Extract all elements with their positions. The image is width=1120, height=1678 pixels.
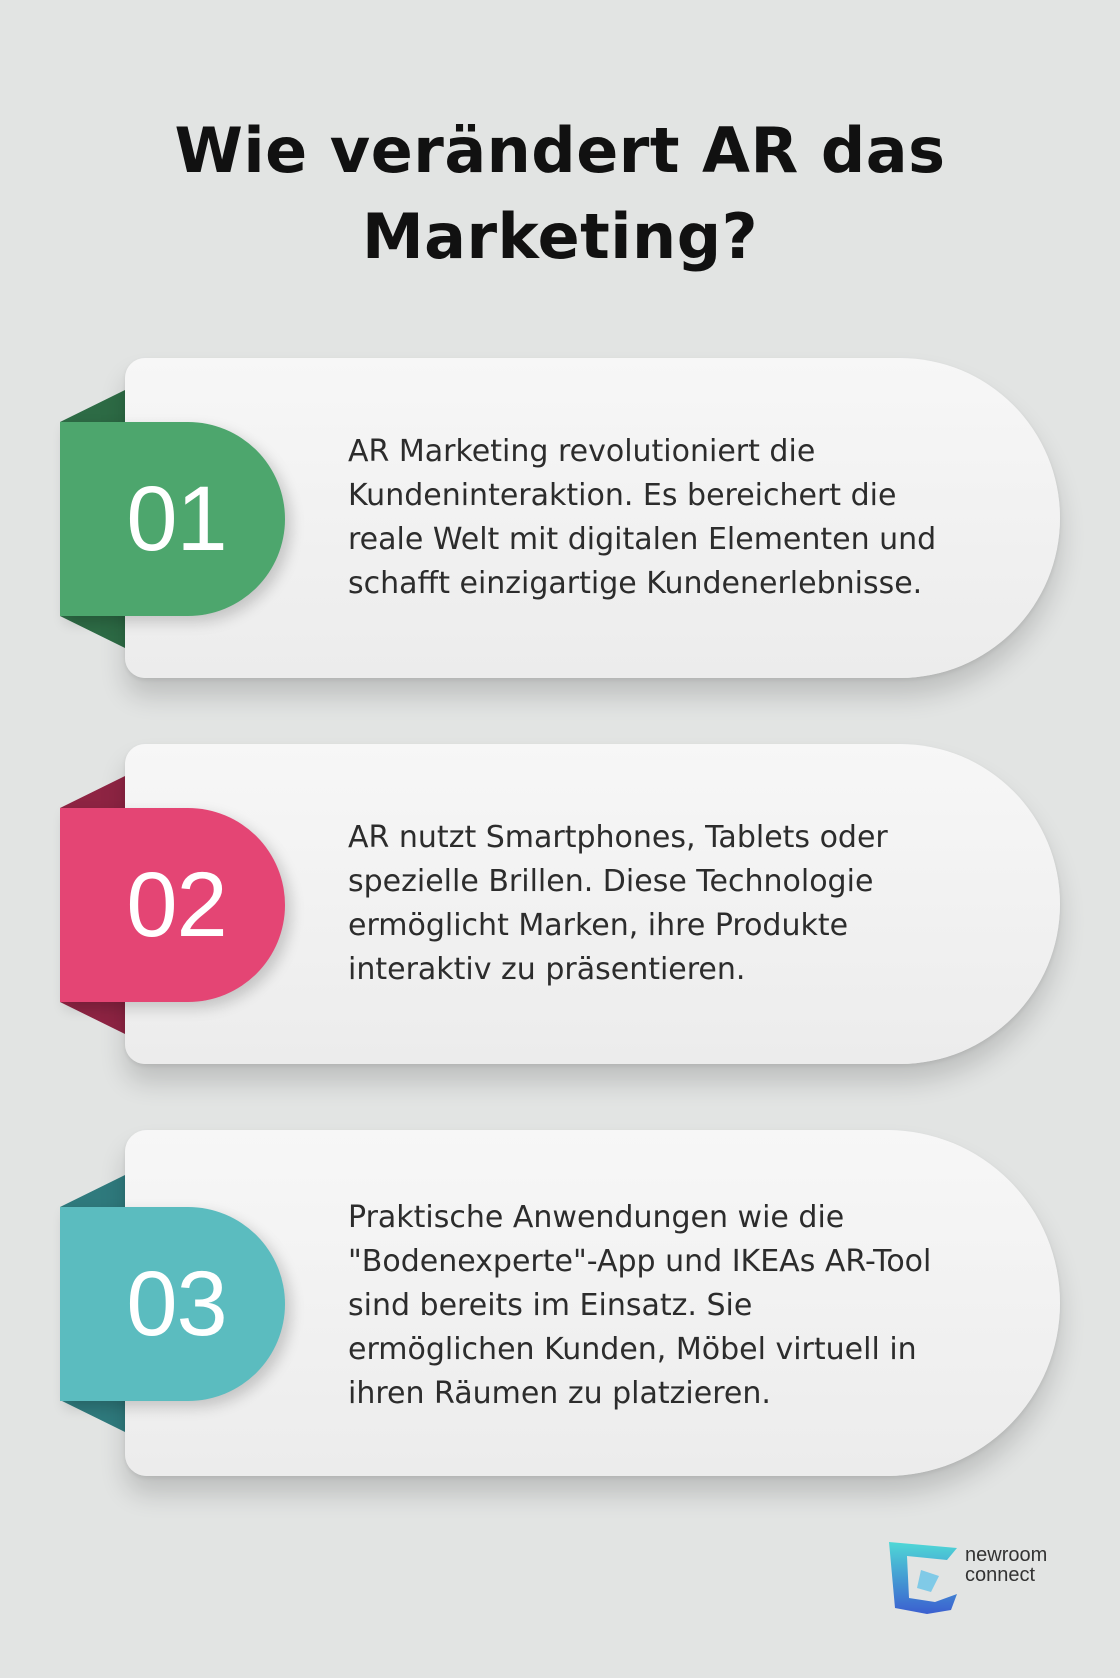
step-1: [60, 358, 1060, 680]
step-2: [60, 744, 1060, 1066]
step-2-fold-bottom: [60, 1002, 125, 1034]
step-3-number: 03: [126, 1253, 227, 1355]
title-line-1: Wie verändert AR das: [174, 114, 946, 187]
logo-line-1: newroom: [965, 1544, 1048, 1566]
step-1-number: 01: [126, 468, 227, 570]
logo-wordmark: [965, 1545, 1047, 1585]
step-2-text: AR nutzt Smartphones, Tablets oder spezielle Brillen. Diese Technologie ermöglicht Marken, ihre Produkte interaktiv zu präsentieren.: [348, 820, 888, 987]
step-1-text: AR Marketing revolutioniert die Kundeninteraktion. Es bereichert die reale Welt mit digitalen Elementen und schafft einzigartige Kundenerlebnisse.: [348, 434, 937, 601]
step-2-number: 02: [126, 854, 227, 956]
step-2-badge: [60, 808, 285, 1002]
logo-line-2: connect: [965, 1564, 1036, 1586]
step-1-fold-top: [60, 390, 125, 422]
step-1-badge: [60, 422, 285, 616]
step-2-fold-top: [60, 776, 125, 808]
page-title: [0, 108, 1120, 280]
step-3-badge: [60, 1207, 285, 1401]
title-line-2: Marketing?: [361, 200, 759, 273]
step-3-text: Praktische Anwendungen wie die "Bodenexperte"-App und IKEAs AR-Tool sind bereits im Einsatz. Sie ermöglichen Kunden, Möbel virtuell in ihren Räumen zu platzieren.: [348, 1200, 932, 1411]
step-3-fold-top: [60, 1175, 125, 1207]
step-3: [60, 1130, 1060, 1476]
step-3-fold-bottom: [60, 1400, 125, 1432]
step-1-fold-bottom: [60, 616, 125, 648]
